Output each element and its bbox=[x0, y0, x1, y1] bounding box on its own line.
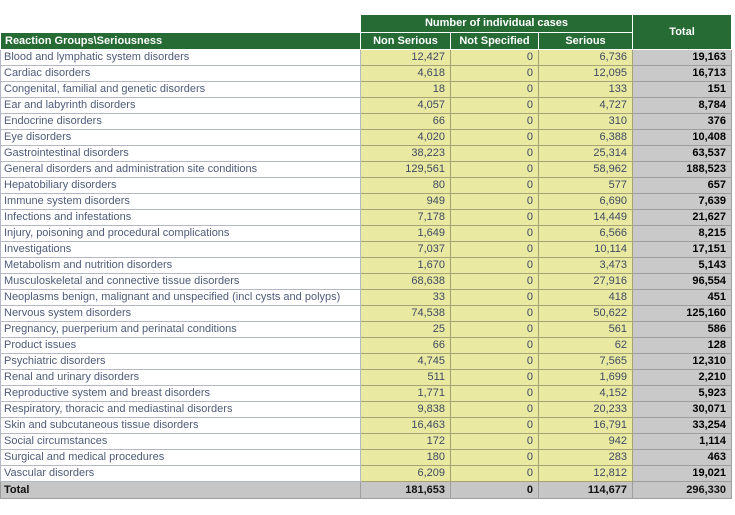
non-serious-cell: 74,538 bbox=[361, 305, 451, 321]
total-cell: 125,160 bbox=[633, 305, 732, 321]
not-specified-cell: 0 bbox=[451, 241, 539, 257]
non-serious-cell: 16,463 bbox=[361, 417, 451, 433]
column-header-serious: Serious bbox=[539, 32, 633, 49]
total-cell: 96,554 bbox=[633, 273, 732, 289]
table-row bbox=[1, 145, 732, 161]
not-specified-cell: 0 bbox=[451, 401, 539, 417]
serious-cell: 577 bbox=[539, 177, 633, 193]
serious-cell: 6,388 bbox=[539, 129, 633, 145]
total-cell: 63,537 bbox=[633, 145, 732, 161]
total-cell: 296,330 bbox=[633, 481, 732, 498]
table-row bbox=[1, 321, 732, 337]
not-specified-cell: 0 bbox=[451, 81, 539, 97]
serious-cell: 10,114 bbox=[539, 241, 633, 257]
reaction-group-label: Hepatobiliary disorders bbox=[1, 177, 361, 193]
table-row bbox=[1, 257, 732, 273]
table-row bbox=[1, 113, 732, 129]
total-cell: 8,784 bbox=[633, 97, 732, 113]
serious-cell: 12,095 bbox=[539, 65, 633, 81]
table-row bbox=[1, 449, 732, 465]
serious-cell: 310 bbox=[539, 113, 633, 129]
serious-cell: 20,233 bbox=[539, 401, 633, 417]
reaction-group-label: Eye disorders bbox=[1, 129, 361, 145]
not-specified-cell: 0 bbox=[451, 385, 539, 401]
total-cell: 12,310 bbox=[633, 353, 732, 369]
serious-cell: 1,699 bbox=[539, 369, 633, 385]
not-specified-cell: 0 bbox=[451, 97, 539, 113]
serious-cell: 4,727 bbox=[539, 97, 633, 113]
not-specified-cell: 0 bbox=[451, 369, 539, 385]
serious-cell: 62 bbox=[539, 337, 633, 353]
non-serious-cell: 129,561 bbox=[361, 161, 451, 177]
non-serious-cell: 18 bbox=[361, 81, 451, 97]
table-row bbox=[1, 385, 732, 401]
table-row bbox=[1, 433, 732, 449]
non-serious-cell: 4,745 bbox=[361, 353, 451, 369]
not-specified-cell: 0 bbox=[451, 449, 539, 465]
not-specified-cell: 0 bbox=[451, 465, 539, 481]
not-specified-cell: 0 bbox=[451, 225, 539, 241]
non-serious-cell: 181,653 bbox=[361, 481, 451, 498]
reaction-group-label: Surgical and medical procedures bbox=[1, 449, 361, 465]
not-specified-cell: 0 bbox=[451, 337, 539, 353]
serious-cell: 561 bbox=[539, 321, 633, 337]
reaction-group-label: General disorders and administration site conditions bbox=[1, 161, 361, 177]
reaction-group-label: Renal and urinary disorders bbox=[1, 369, 361, 385]
table-row bbox=[1, 417, 732, 433]
total-cell: 5,923 bbox=[633, 385, 732, 401]
non-serious-cell: 1,649 bbox=[361, 225, 451, 241]
total-cell: 586 bbox=[633, 321, 732, 337]
reaction-group-label: Psychiatric disorders bbox=[1, 353, 361, 369]
table-row bbox=[1, 65, 732, 81]
table-row bbox=[1, 273, 732, 289]
serious-cell: 16,791 bbox=[539, 417, 633, 433]
total-cell: 17,151 bbox=[633, 241, 732, 257]
serious-cell: 133 bbox=[539, 81, 633, 97]
table-row bbox=[1, 289, 732, 305]
serious-cell: 418 bbox=[539, 289, 633, 305]
total-cell: 10,408 bbox=[633, 129, 732, 145]
not-specified-cell: 0 bbox=[451, 481, 539, 498]
total-cell: 19,163 bbox=[633, 49, 732, 65]
non-serious-cell: 38,223 bbox=[361, 145, 451, 161]
non-serious-cell: 511 bbox=[361, 369, 451, 385]
table-row bbox=[1, 225, 732, 241]
total-cell: 8,215 bbox=[633, 225, 732, 241]
non-serious-cell: 1,771 bbox=[361, 385, 451, 401]
serious-cell: 6,566 bbox=[539, 225, 633, 241]
reaction-group-label: Skin and subcutaneous tissue disorders bbox=[1, 417, 361, 433]
not-specified-cell: 0 bbox=[451, 257, 539, 273]
group-header: Number of individual cases bbox=[361, 15, 633, 33]
table-body bbox=[1, 49, 732, 498]
serious-cell: 7,565 bbox=[539, 353, 633, 369]
non-serious-cell: 172 bbox=[361, 433, 451, 449]
serious-cell: 6,736 bbox=[539, 49, 633, 65]
non-serious-cell: 33 bbox=[361, 289, 451, 305]
reaction-group-label: Blood and lymphatic system disorders bbox=[1, 49, 361, 65]
total-cell: 19,021 bbox=[633, 465, 732, 481]
reaction-group-label: Investigations bbox=[1, 241, 361, 257]
non-serious-cell: 4,618 bbox=[361, 65, 451, 81]
total-cell: 451 bbox=[633, 289, 732, 305]
total-cell: 151 bbox=[633, 81, 732, 97]
reaction-group-label: Injury, poisoning and procedural complications bbox=[1, 225, 361, 241]
column-header-not-specified: Not Specified bbox=[451, 32, 539, 49]
reaction-group-label: Congenital, familial and genetic disorders bbox=[1, 81, 361, 97]
table-row bbox=[1, 161, 732, 177]
total-row bbox=[1, 481, 732, 498]
table-row bbox=[1, 369, 732, 385]
serious-cell: 942 bbox=[539, 433, 633, 449]
total-cell: 128 bbox=[633, 337, 732, 353]
reaction-group-label: Endocrine disorders bbox=[1, 113, 361, 129]
not-specified-cell: 0 bbox=[451, 209, 539, 225]
table-row bbox=[1, 353, 732, 369]
total-cell: 1,114 bbox=[633, 433, 732, 449]
reaction-group-label: Gastrointestinal disorders bbox=[1, 145, 361, 161]
not-specified-cell: 0 bbox=[451, 113, 539, 129]
serious-cell: 12,812 bbox=[539, 465, 633, 481]
serious-cell: 3,473 bbox=[539, 257, 633, 273]
not-specified-cell: 0 bbox=[451, 417, 539, 433]
serious-cell: 25,314 bbox=[539, 145, 633, 161]
reaction-group-label: Product issues bbox=[1, 337, 361, 353]
table-row bbox=[1, 337, 732, 353]
total-cell: 376 bbox=[633, 113, 732, 129]
non-serious-cell: 9,838 bbox=[361, 401, 451, 417]
non-serious-cell: 80 bbox=[361, 177, 451, 193]
table-row bbox=[1, 305, 732, 321]
table-row bbox=[1, 49, 732, 65]
reaction-group-label: Total bbox=[1, 481, 361, 498]
reaction-group-label: Metabolism and nutrition disorders bbox=[1, 257, 361, 273]
non-serious-cell: 180 bbox=[361, 449, 451, 465]
not-specified-cell: 0 bbox=[451, 193, 539, 209]
non-serious-cell: 6,209 bbox=[361, 465, 451, 481]
non-serious-cell: 25 bbox=[361, 321, 451, 337]
not-specified-cell: 0 bbox=[451, 161, 539, 177]
non-serious-cell: 66 bbox=[361, 113, 451, 129]
table-row bbox=[1, 177, 732, 193]
reaction-group-label: Pregnancy, puerperium and perinatal conditions bbox=[1, 321, 361, 337]
total-cell: 5,143 bbox=[633, 257, 732, 273]
row-axis-header: Reaction Groups\Seriousness bbox=[1, 32, 361, 49]
group-header-row bbox=[1, 15, 732, 33]
not-specified-cell: 0 bbox=[451, 129, 539, 145]
reaction-group-label: Social circumstances bbox=[1, 433, 361, 449]
table-row bbox=[1, 401, 732, 417]
column-header-row bbox=[1, 32, 732, 49]
table-row bbox=[1, 129, 732, 145]
serious-cell: 58,962 bbox=[539, 161, 633, 177]
reaction-group-label: Respiratory, thoracic and mediastinal disorders bbox=[1, 401, 361, 417]
serious-cell: 283 bbox=[539, 449, 633, 465]
non-serious-cell: 12,427 bbox=[361, 49, 451, 65]
not-specified-cell: 0 bbox=[451, 305, 539, 321]
not-specified-cell: 0 bbox=[451, 177, 539, 193]
column-header-non-serious: Non Serious bbox=[361, 32, 451, 49]
not-specified-cell: 0 bbox=[451, 273, 539, 289]
cases-by-reaction-group-table bbox=[0, 14, 732, 499]
total-cell: 7,639 bbox=[633, 193, 732, 209]
total-cell: 33,254 bbox=[633, 417, 732, 433]
serious-cell: 114,677 bbox=[539, 481, 633, 498]
non-serious-cell: 66 bbox=[361, 337, 451, 353]
table-row bbox=[1, 97, 732, 113]
total-cell: 30,071 bbox=[633, 401, 732, 417]
serious-cell: 27,916 bbox=[539, 273, 633, 289]
total-cell: 16,713 bbox=[633, 65, 732, 81]
table-row bbox=[1, 465, 732, 481]
not-specified-cell: 0 bbox=[451, 65, 539, 81]
non-serious-cell: 1,670 bbox=[361, 257, 451, 273]
table-row bbox=[1, 81, 732, 97]
total-column-header: Total bbox=[633, 15, 732, 50]
serious-cell: 14,449 bbox=[539, 209, 633, 225]
reaction-group-label: Neoplasms benign, malignant and unspecified (incl cysts and polyps) bbox=[1, 289, 361, 305]
non-serious-cell: 7,178 bbox=[361, 209, 451, 225]
reaction-group-label: Infections and infestations bbox=[1, 209, 361, 225]
table-row bbox=[1, 209, 732, 225]
not-specified-cell: 0 bbox=[451, 289, 539, 305]
total-cell: 2,210 bbox=[633, 369, 732, 385]
not-specified-cell: 0 bbox=[451, 49, 539, 65]
serious-cell: 6,690 bbox=[539, 193, 633, 209]
reaction-group-label: Nervous system disorders bbox=[1, 305, 361, 321]
reaction-group-label: Ear and labyrinth disorders bbox=[1, 97, 361, 113]
total-cell: 21,627 bbox=[633, 209, 732, 225]
serious-cell: 50,622 bbox=[539, 305, 633, 321]
not-specified-cell: 0 bbox=[451, 321, 539, 337]
serious-cell: 4,152 bbox=[539, 385, 633, 401]
not-specified-cell: 0 bbox=[451, 145, 539, 161]
reaction-group-label: Immune system disorders bbox=[1, 193, 361, 209]
reaction-group-label: Vascular disorders bbox=[1, 465, 361, 481]
total-cell: 463 bbox=[633, 449, 732, 465]
header-spacer bbox=[1, 15, 361, 33]
total-cell: 188,523 bbox=[633, 161, 732, 177]
non-serious-cell: 7,037 bbox=[361, 241, 451, 257]
non-serious-cell: 68,638 bbox=[361, 273, 451, 289]
reaction-group-label: Cardiac disorders bbox=[1, 65, 361, 81]
non-serious-cell: 4,057 bbox=[361, 97, 451, 113]
table-row bbox=[1, 241, 732, 257]
table-row bbox=[1, 193, 732, 209]
non-serious-cell: 949 bbox=[361, 193, 451, 209]
non-serious-cell: 4,020 bbox=[361, 129, 451, 145]
total-cell: 657 bbox=[633, 177, 732, 193]
not-specified-cell: 0 bbox=[451, 433, 539, 449]
not-specified-cell: 0 bbox=[451, 353, 539, 369]
reaction-group-label: Reproductive system and breast disorders bbox=[1, 385, 361, 401]
reaction-group-label: Musculoskeletal and connective tissue disorders bbox=[1, 273, 361, 289]
